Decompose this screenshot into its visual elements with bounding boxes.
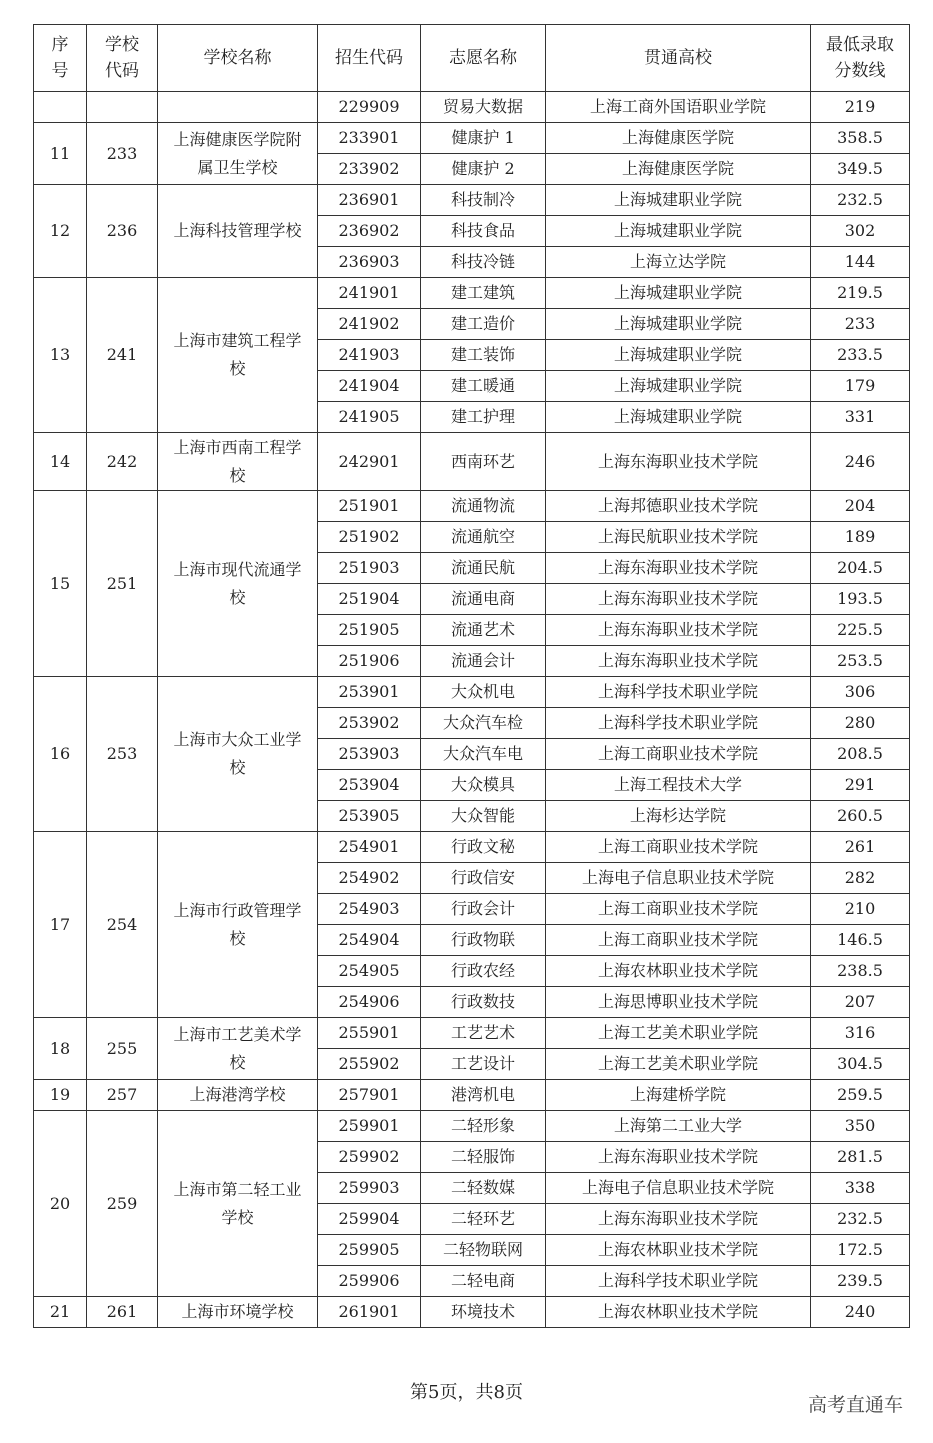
min-score-cell: 239.5: [811, 1266, 910, 1297]
enroll-code-cell: 241904: [318, 371, 421, 402]
enroll-code-cell: 261901: [318, 1297, 421, 1328]
enroll-code-cell: 242901: [318, 433, 421, 491]
enroll-code-cell: 254902: [318, 863, 421, 894]
table-header-row: [34, 25, 910, 92]
brand-watermark: 高考直通车: [807, 1394, 903, 1416]
min-score-cell: 358.5: [811, 123, 910, 154]
university-cell: 上海东海职业技术学院: [546, 646, 811, 677]
school-code-cell: 259: [87, 1111, 158, 1297]
enroll-code-cell: 251901: [318, 491, 421, 522]
major-name-cell: 二轻服饰: [421, 1142, 546, 1173]
university-cell: 上海第二工业大学: [546, 1111, 811, 1142]
enroll-code-cell: 257901: [318, 1080, 421, 1111]
major-name-cell: 环境技术: [421, 1297, 546, 1328]
table-row: [34, 278, 910, 309]
major-name-cell: 流通民航: [421, 553, 546, 584]
major-name-cell: 科技制冷: [421, 185, 546, 216]
min-score-cell: 207: [811, 987, 910, 1018]
min-score-cell: 179: [811, 371, 910, 402]
university-cell: 上海工商职业技术学院: [546, 832, 811, 863]
school-name-cell: [158, 92, 318, 123]
enroll-code-cell: 236903: [318, 247, 421, 278]
header-min-score: 最低录取 分数线: [811, 25, 910, 92]
min-score-cell: 253.5: [811, 646, 910, 677]
enroll-code-cell: 254904: [318, 925, 421, 956]
university-cell: 上海东海职业技术学院: [546, 433, 811, 491]
table-row: [34, 185, 910, 216]
major-name-cell: 大众模具: [421, 770, 546, 801]
enroll-code-cell: 255902: [318, 1049, 421, 1080]
enroll-code-cell: 259902: [318, 1142, 421, 1173]
seq-cell: 13: [34, 278, 87, 433]
enroll-code-cell: 254906: [318, 987, 421, 1018]
enroll-code-cell: 259901: [318, 1111, 421, 1142]
school-name-cell: 上海港湾学校: [158, 1080, 318, 1111]
table-row: [34, 1297, 910, 1328]
min-score-cell: 304.5: [811, 1049, 910, 1080]
header-school-code: 学校 代码: [87, 25, 158, 92]
table-row: [34, 92, 910, 123]
header-seq: 序 号: [34, 25, 87, 92]
major-name-cell: 流通航空: [421, 522, 546, 553]
min-score-cell: 260.5: [811, 801, 910, 832]
min-score-cell: 306: [811, 677, 910, 708]
enroll-code-cell: 251902: [318, 522, 421, 553]
university-cell: 上海城建职业学院: [546, 371, 811, 402]
school-name-cell: 上海市建筑工程学校: [158, 278, 318, 433]
university-cell: 上海工商外国语职业学院: [546, 92, 811, 123]
university-cell: 上海城建职业学院: [546, 309, 811, 340]
school-name-cell: 上海市工艺美术学校: [158, 1018, 318, 1080]
major-name-cell: 西南环艺: [421, 433, 546, 491]
min-score-cell: 219: [811, 92, 910, 123]
university-cell: 上海立达学院: [546, 247, 811, 278]
admission-score-table: [33, 24, 910, 1328]
school-code-cell: 257: [87, 1080, 158, 1111]
school-code-cell: 254: [87, 832, 158, 1018]
major-name-cell: 建工装饰: [421, 340, 546, 371]
enroll-code-cell: 259903: [318, 1173, 421, 1204]
university-cell: 上海农林职业技术学院: [546, 1297, 811, 1328]
major-name-cell: 建工建筑: [421, 278, 546, 309]
major-name-cell: 大众智能: [421, 801, 546, 832]
min-score-cell: 316: [811, 1018, 910, 1049]
enroll-code-cell: 253904: [318, 770, 421, 801]
enroll-code-cell: 241905: [318, 402, 421, 433]
school-code-cell: 255: [87, 1018, 158, 1080]
major-name-cell: 行政信安: [421, 863, 546, 894]
major-name-cell: 建工暖通: [421, 371, 546, 402]
seq-cell: 19: [34, 1080, 87, 1111]
school-name-cell: 上海市西南工程学校: [158, 433, 318, 491]
enroll-code-cell: 253901: [318, 677, 421, 708]
school-code-cell: 251: [87, 491, 158, 677]
min-score-cell: 146.5: [811, 925, 910, 956]
min-score-cell: 233: [811, 309, 910, 340]
seq-cell: 15: [34, 491, 87, 677]
header-major: 志愿名称: [421, 25, 546, 92]
min-score-cell: 238.5: [811, 956, 910, 987]
university-cell: 上海工艺美术职业学院: [546, 1018, 811, 1049]
school-code-cell: 236: [87, 185, 158, 278]
enroll-code-cell: 236902: [318, 216, 421, 247]
table-row: [34, 433, 910, 491]
major-name-cell: 行政农经: [421, 956, 546, 987]
enroll-code-cell: 254905: [318, 956, 421, 987]
enroll-code-cell: 236901: [318, 185, 421, 216]
university-cell: 上海工商职业技术学院: [546, 894, 811, 925]
university-cell: 上海电子信息职业技术学院: [546, 863, 811, 894]
min-score-cell: 240: [811, 1297, 910, 1328]
university-cell: 上海工艺美术职业学院: [546, 1049, 811, 1080]
enroll-code-cell: 241901: [318, 278, 421, 309]
school-name-cell: 上海市环境学校: [158, 1297, 318, 1328]
university-cell: 上海城建职业学院: [546, 402, 811, 433]
major-name-cell: 行政数技: [421, 987, 546, 1018]
school-name-cell: 上海市现代流通学校: [158, 491, 318, 677]
min-score-cell: 259.5: [811, 1080, 910, 1111]
university-cell: 上海建桥学院: [546, 1080, 811, 1111]
university-cell: 上海科学技术职业学院: [546, 708, 811, 739]
table-row: [34, 1018, 910, 1049]
university-cell: 上海城建职业学院: [546, 216, 811, 247]
min-score-cell: 232.5: [811, 185, 910, 216]
enroll-code-cell: 255901: [318, 1018, 421, 1049]
min-score-cell: 204: [811, 491, 910, 522]
school-code-cell: 242: [87, 433, 158, 491]
major-name-cell: 工艺艺术: [421, 1018, 546, 1049]
university-cell: 上海东海职业技术学院: [546, 553, 811, 584]
university-cell: 上海科学技术职业学院: [546, 1266, 811, 1297]
min-score-cell: 282: [811, 863, 910, 894]
min-score-cell: 246: [811, 433, 910, 491]
major-name-cell: 贸易大数据: [421, 92, 546, 123]
min-score-cell: 232.5: [811, 1204, 910, 1235]
major-name-cell: 科技冷链: [421, 247, 546, 278]
university-cell: 上海城建职业学院: [546, 278, 811, 309]
major-name-cell: 建工护理: [421, 402, 546, 433]
university-cell: 上海农林职业技术学院: [546, 1235, 811, 1266]
major-name-cell: 流通电商: [421, 584, 546, 615]
enroll-code-cell: 229909: [318, 92, 421, 123]
major-name-cell: 港湾机电: [421, 1080, 546, 1111]
university-cell: 上海科学技术职业学院: [546, 677, 811, 708]
university-cell: 上海电子信息职业技术学院: [546, 1173, 811, 1204]
min-score-cell: 233.5: [811, 340, 910, 371]
enroll-code-cell: 253902: [318, 708, 421, 739]
major-name-cell: 行政文秘: [421, 832, 546, 863]
table-row: [34, 1111, 910, 1142]
school-code-cell: 241: [87, 278, 158, 433]
university-cell: 上海东海职业技术学院: [546, 1142, 811, 1173]
seq-cell: 11: [34, 123, 87, 185]
header-university: 贯通高校: [546, 25, 811, 92]
major-name-cell: 二轻数媒: [421, 1173, 546, 1204]
major-name-cell: 大众汽车电: [421, 739, 546, 770]
university-cell: 上海杉达学院: [546, 801, 811, 832]
major-name-cell: 流通艺术: [421, 615, 546, 646]
enroll-code-cell: 251903: [318, 553, 421, 584]
table-row: [34, 832, 910, 863]
seq-cell: 14: [34, 433, 87, 491]
school-name-cell: 上海市大众工业学校: [158, 677, 318, 832]
university-cell: 上海健康医学院: [546, 123, 811, 154]
school-name-cell: 上海健康医学院附属卫生学校: [158, 123, 318, 185]
min-score-cell: 225.5: [811, 615, 910, 646]
enroll-code-cell: 254901: [318, 832, 421, 863]
major-name-cell: 流通物流: [421, 491, 546, 522]
university-cell: 上海东海职业技术学院: [546, 615, 811, 646]
seq-cell: 21: [34, 1297, 87, 1328]
university-cell: 上海工程技术大学: [546, 770, 811, 801]
min-score-cell: 350: [811, 1111, 910, 1142]
university-cell: 上海民航职业技术学院: [546, 522, 811, 553]
min-score-cell: 281.5: [811, 1142, 910, 1173]
university-cell: 上海城建职业学院: [546, 340, 811, 371]
enroll-code-cell: 241903: [318, 340, 421, 371]
school-code-cell: [87, 92, 158, 123]
header-school-name: 学校名称: [158, 25, 318, 92]
enroll-code-cell: 251904: [318, 584, 421, 615]
university-cell: 上海城建职业学院: [546, 185, 811, 216]
min-score-cell: 204.5: [811, 553, 910, 584]
school-name-cell: 上海科技管理学校: [158, 185, 318, 278]
enroll-code-cell: 259904: [318, 1204, 421, 1235]
enroll-code-cell: 241902: [318, 309, 421, 340]
min-score-cell: 208.5: [811, 739, 910, 770]
university-cell: 上海健康医学院: [546, 154, 811, 185]
university-cell: 上海思博职业技术学院: [546, 987, 811, 1018]
min-score-cell: 349.5: [811, 154, 910, 185]
seq-cell: [34, 92, 87, 123]
table-row: [34, 677, 910, 708]
major-name-cell: 二轻电商: [421, 1266, 546, 1297]
major-name-cell: 行政物联: [421, 925, 546, 956]
major-name-cell: 二轻形象: [421, 1111, 546, 1142]
university-cell: 上海东海职业技术学院: [546, 584, 811, 615]
min-score-cell: 302: [811, 216, 910, 247]
min-score-cell: 261: [811, 832, 910, 863]
enroll-code-cell: 251905: [318, 615, 421, 646]
enroll-code-cell: 251906: [318, 646, 421, 677]
school-name-cell: 上海市第二轻工业学校: [158, 1111, 318, 1297]
major-name-cell: 科技食品: [421, 216, 546, 247]
min-score-cell: 331: [811, 402, 910, 433]
university-cell: 上海东海职业技术学院: [546, 1204, 811, 1235]
min-score-cell: 338: [811, 1173, 910, 1204]
school-code-cell: 261: [87, 1297, 158, 1328]
min-score-cell: 144: [811, 247, 910, 278]
table-row: [34, 491, 910, 522]
min-score-cell: 219.5: [811, 278, 910, 309]
seq-cell: 20: [34, 1111, 87, 1297]
enroll-code-cell: 259905: [318, 1235, 421, 1266]
university-cell: 上海工商职业技术学院: [546, 925, 811, 956]
enroll-code-cell: 233901: [318, 123, 421, 154]
table-row: [34, 123, 910, 154]
min-score-cell: 193.5: [811, 584, 910, 615]
major-name-cell: 建工造价: [421, 309, 546, 340]
university-cell: 上海农林职业技术学院: [546, 956, 811, 987]
school-name-cell: 上海市行政管理学校: [158, 832, 318, 1018]
min-score-cell: 210: [811, 894, 910, 925]
major-name-cell: 工艺设计: [421, 1049, 546, 1080]
page-number: 第5页，共8页: [410, 1382, 523, 1403]
major-name-cell: 行政会计: [421, 894, 546, 925]
major-name-cell: 大众汽车检: [421, 708, 546, 739]
enroll-code-cell: 254903: [318, 894, 421, 925]
enroll-code-cell: 259906: [318, 1266, 421, 1297]
seq-cell: 17: [34, 832, 87, 1018]
min-score-cell: 172.5: [811, 1235, 910, 1266]
enroll-code-cell: 233902: [318, 154, 421, 185]
major-name-cell: 大众机电: [421, 677, 546, 708]
major-name-cell: 二轻环艺: [421, 1204, 546, 1235]
min-score-cell: 280: [811, 708, 910, 739]
seq-cell: 12: [34, 185, 87, 278]
seq-cell: 18: [34, 1018, 87, 1080]
min-score-cell: 291: [811, 770, 910, 801]
enroll-code-cell: 253903: [318, 739, 421, 770]
major-name-cell: 健康护 1: [421, 123, 546, 154]
min-score-cell: 189: [811, 522, 910, 553]
major-name-cell: 二轻物联网: [421, 1235, 546, 1266]
major-name-cell: 流通会计: [421, 646, 546, 677]
enroll-code-cell: 253905: [318, 801, 421, 832]
school-code-cell: 253: [87, 677, 158, 832]
table-row: [34, 1080, 910, 1111]
major-name-cell: 健康护 2: [421, 154, 546, 185]
header-enroll-code: 招生代码: [318, 25, 421, 92]
seq-cell: 16: [34, 677, 87, 832]
university-cell: 上海邦德职业技术学院: [546, 491, 811, 522]
university-cell: 上海工商职业技术学院: [546, 739, 811, 770]
school-code-cell: 233: [87, 123, 158, 185]
